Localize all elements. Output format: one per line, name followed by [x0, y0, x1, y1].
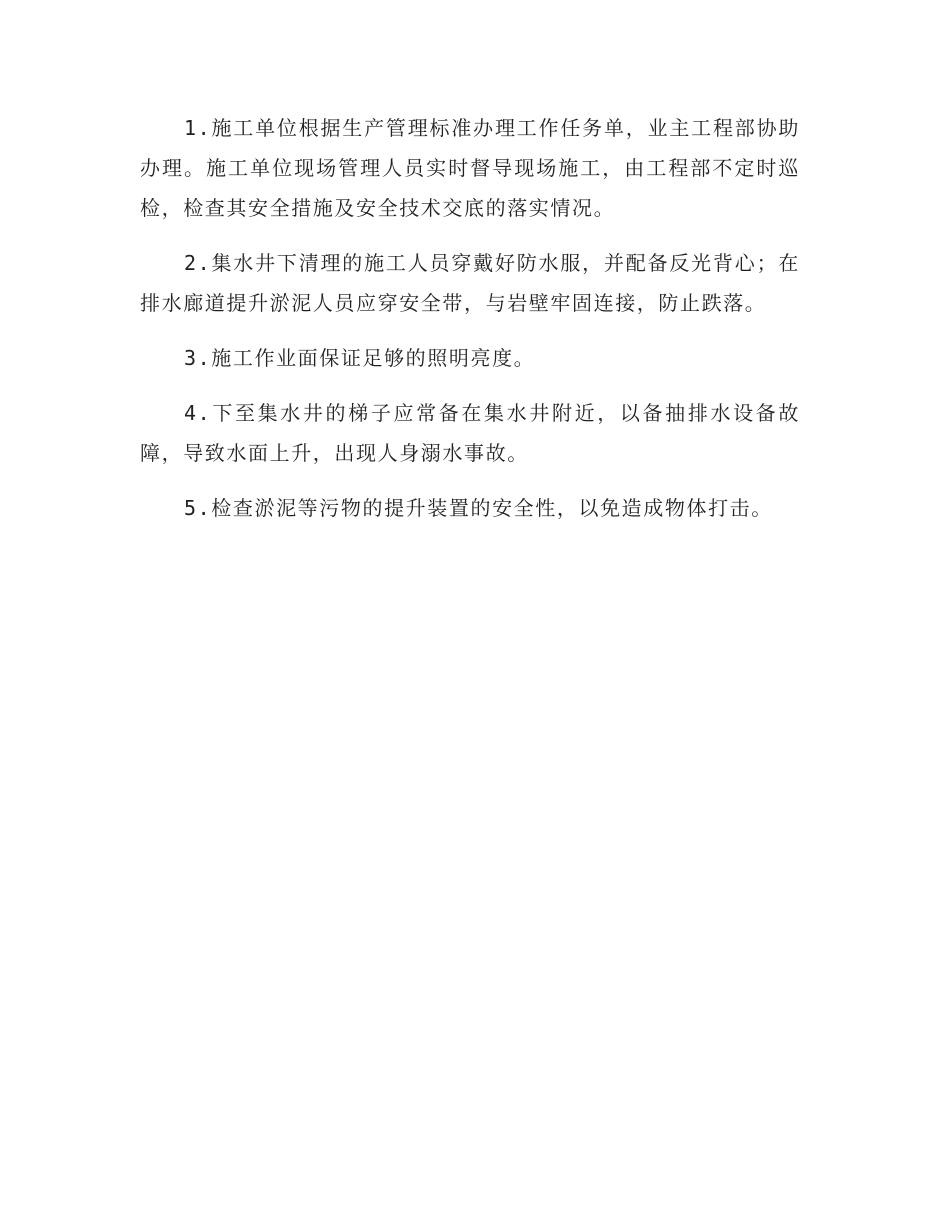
document-body — [140, 108, 800, 543]
paragraph-2: 2.集水井下清理的施工人员穿戴好防水服，并配备反光背心；在排水廊道提升淤泥人员应穿安全带，与岩壁牢固连接，防止跌落。 — [140, 251, 800, 315]
paragraph-5: 5.检查淤泥等污物的提升装置的安全性，以免造成物体打击。 — [184, 496, 773, 520]
paragraph-4: 4.下至集水井的梯子应常备在集水井附近，以备抽排水设备故障，导致水面上升，出现人身溺水事故。 — [140, 401, 800, 465]
paragraph-1: 1.施工单位根据生产管理标准办理工作任务单，业主工程部协助办理。施工单位现场管理人员实时督导现场施工，由工程部不定时巡检，检查其安全措施及安全技术交底的落实情况。 — [140, 116, 800, 220]
paragraph-3: 3.施工作业面保证足够的照明亮度。 — [184, 346, 536, 370]
